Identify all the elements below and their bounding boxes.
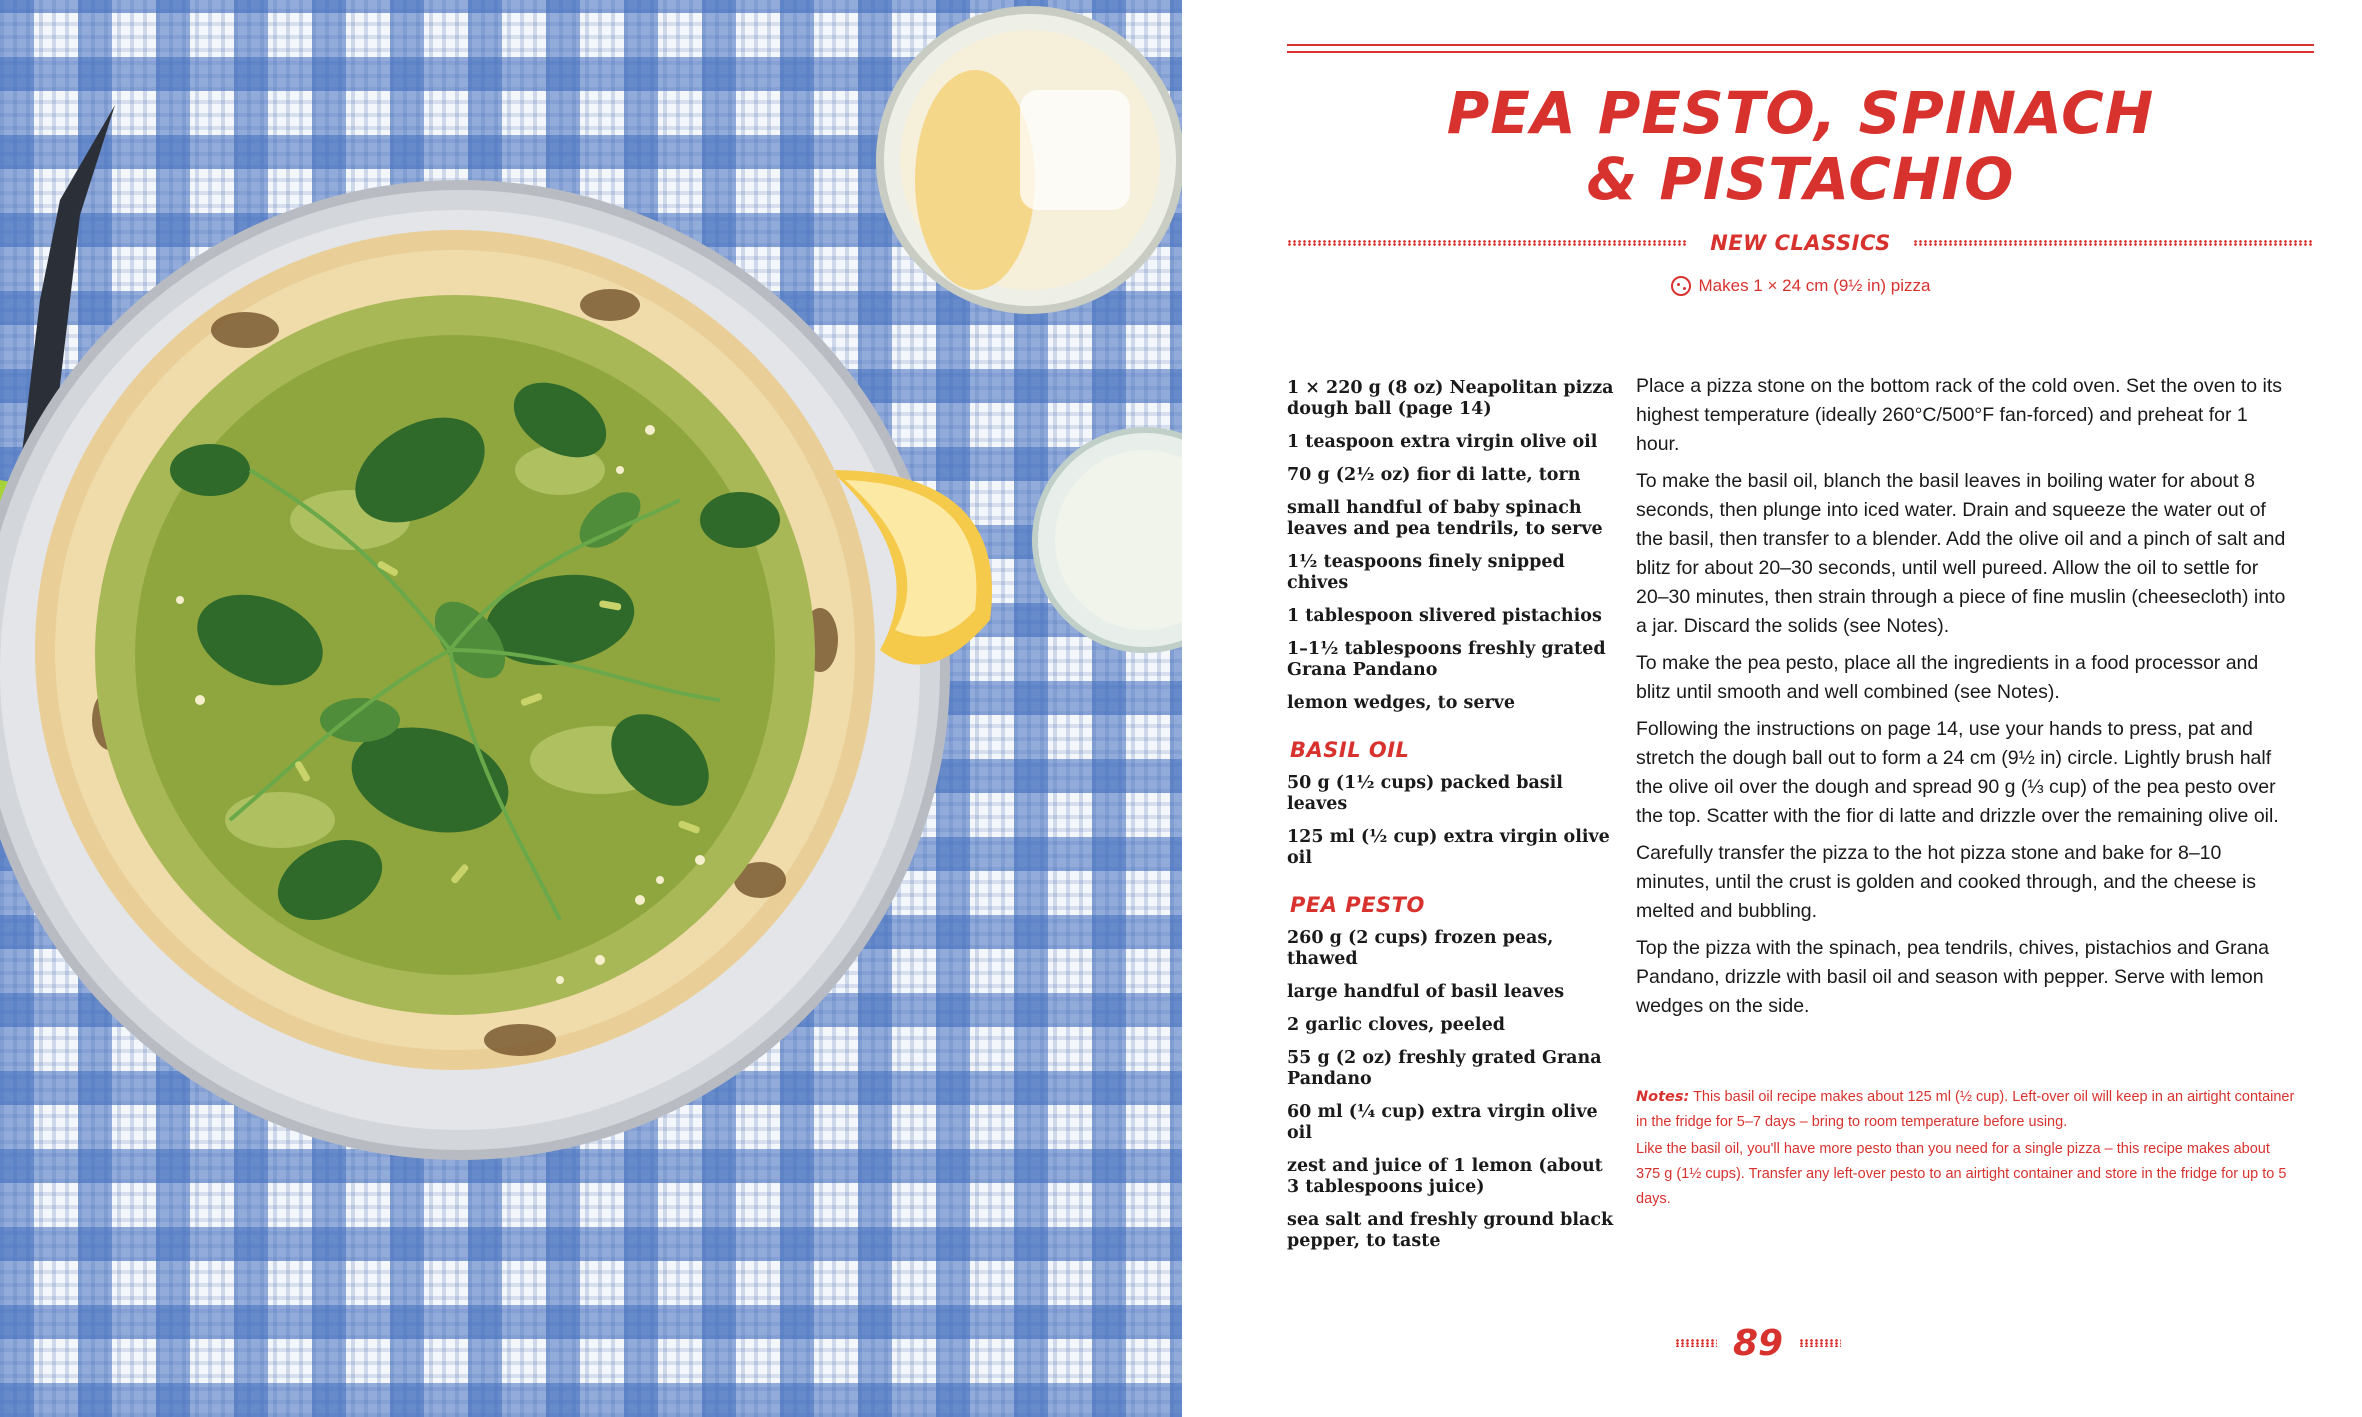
basil-oil-heading: BASIL OIL [1290, 738, 1410, 762]
recipe-page [1182, 0, 2362, 1417]
ingredient-item: 60 ml (¼ cup) extra virgin olive oil [1287, 1102, 1598, 1143]
pea-pesto-heading: PEA PESTO [1290, 893, 1425, 917]
ingredient-item: 1 × 220 g (8 oz) Neapolitan pizza dough ball (page 14) [1287, 378, 1614, 419]
ingredient-item: lemon wedges, to serve [1287, 693, 1515, 713]
ingredient-item: small handful of baby spinach leaves and pea tendrils, to serve [1287, 498, 1603, 539]
dotted-rule-right [1913, 240, 2314, 246]
page-footer [1675, 1318, 1855, 1368]
ingredient-item: 260 g (2 cups) frozen peas, thawed [1287, 928, 1554, 969]
note-paragraph: Like the basil oil, you'll have more pesto than you need for a single pizza – this recipe makes about 375 g (1½ cups). Transfer any left-over pesto to an airtight container and store in the fridge for up to 5 days. [1636, 1141, 2287, 1207]
pizza-icon [1671, 276, 1691, 296]
method-step: To make the basil oil, blanch the basil leaves in boiling water for about 8 seconds, then plunge into iced water. Drain and squeeze the water out of the basil, then transfer to a blender. Add the olive oil and a pinch of salt and blitz for about 20–30 seconds, until well pureed. Allow the oil to settle for 20–30 minutes, then strain through a piece of fine muslin (cheesecloth) into a jar. Discard the solids (see Notes). [1636, 470, 2286, 637]
section-label: NEW CLASSICS [1710, 231, 1891, 255]
method-step: Carefully transfer the pizza to the hot pizza stone and bake for 8–10 minutes, until the crust is golden and cooked through, and the cheese is melted and bubbling. [1636, 842, 2257, 922]
title-line-1: PEA PESTO, SPINACH [1446, 79, 2155, 147]
ingredient-item: 1 teaspoon extra virgin olive oil [1287, 432, 1598, 452]
recipe-notes [1636, 1085, 2296, 1214]
note-text: This basil oil recipe makes about 125 ml (½ cup). Left-over oil will keep in an airtight container in the fridge for 5–7 days – bring to room temperature before using. [1636, 1089, 2295, 1130]
ingredient-item: 55 g (2 oz) freshly grated Grana Pandano [1287, 1048, 1602, 1089]
ingredient-item: sea salt and freshly ground black pepper, to taste [1287, 1210, 1614, 1251]
yield-line [1287, 276, 2314, 296]
dotted-rule-left [1287, 240, 1688, 246]
ingredient-item: 70 g (2½ oz) fior di latte, torn [1287, 465, 1581, 485]
recipe-title [1287, 80, 2314, 212]
ingredient-item: 50 g (1½ cups) packed basil leaves [1287, 773, 1563, 814]
section-divider [1287, 228, 2314, 258]
ingredient-item: 1–1½ tablespoons freshly grated Grana Pandano [1287, 639, 1606, 680]
note-paragraph [1636, 1085, 2296, 1135]
lemonade-glass [880, 10, 1180, 310]
ingredient-item: zest and juice of 1 lemon (about 3 tablespoons juice) [1287, 1156, 1603, 1197]
ingredient-item: 2 garlic cloves, peeled [1287, 1015, 1505, 1035]
method-step: Following the instructions on page 14, use your hands to press, pat and stretch the dough ball out to form a 24 cm (9½ in) circle. Lightly brush half the olive oil over the dough and spread 90 g (⅓ cup) of the pea pesto over the top. Scatter with the fior di latte and drizzle over the remaining olive oil. [1636, 718, 2279, 827]
page-number: 89 [1733, 1322, 1784, 1364]
water-glass [1035, 430, 1182, 650]
top-rule [1287, 44, 2314, 53]
method-step: To make the pea pesto, place all the ingredients in a food processor and blitz until smooth and well combined (see Notes). [1636, 652, 2259, 703]
ingredients-list [1287, 378, 1617, 1264]
ingredient-item: 1 tablespoon slivered pistachios [1287, 606, 1602, 626]
ingredient-item: large handful of basil leaves [1287, 982, 1565, 1002]
notes-label: Notes: [1636, 1089, 1690, 1105]
method-step: Place a pizza stone on the bottom rack of the cold oven. Set the oven to its highest temperature (ideally 260°C/500°F fan-forced) and preheat for 1 hour. [1636, 375, 2283, 455]
ingredient-item: 1½ teaspoons finely snipped chives [1287, 552, 1565, 593]
method-step: Top the pizza with the spinach, pea tendrils, chives, pistachios and Grana Pandano, drizzle with basil oil and season with pepper. Serve with lemon wedges on the side. [1636, 937, 2270, 1017]
footer-dots-right [1799, 1339, 1841, 1347]
method-steps [1636, 372, 2296, 1029]
yield-text: Makes 1 × 24 cm (9½ in) pizza [1698, 276, 1931, 295]
title-line-2: & PISTACHIO [1586, 145, 2015, 213]
footer-dots-left [1675, 1339, 1717, 1347]
ingredient-item: 125 ml (½ cup) extra virgin olive oil [1287, 827, 1610, 868]
